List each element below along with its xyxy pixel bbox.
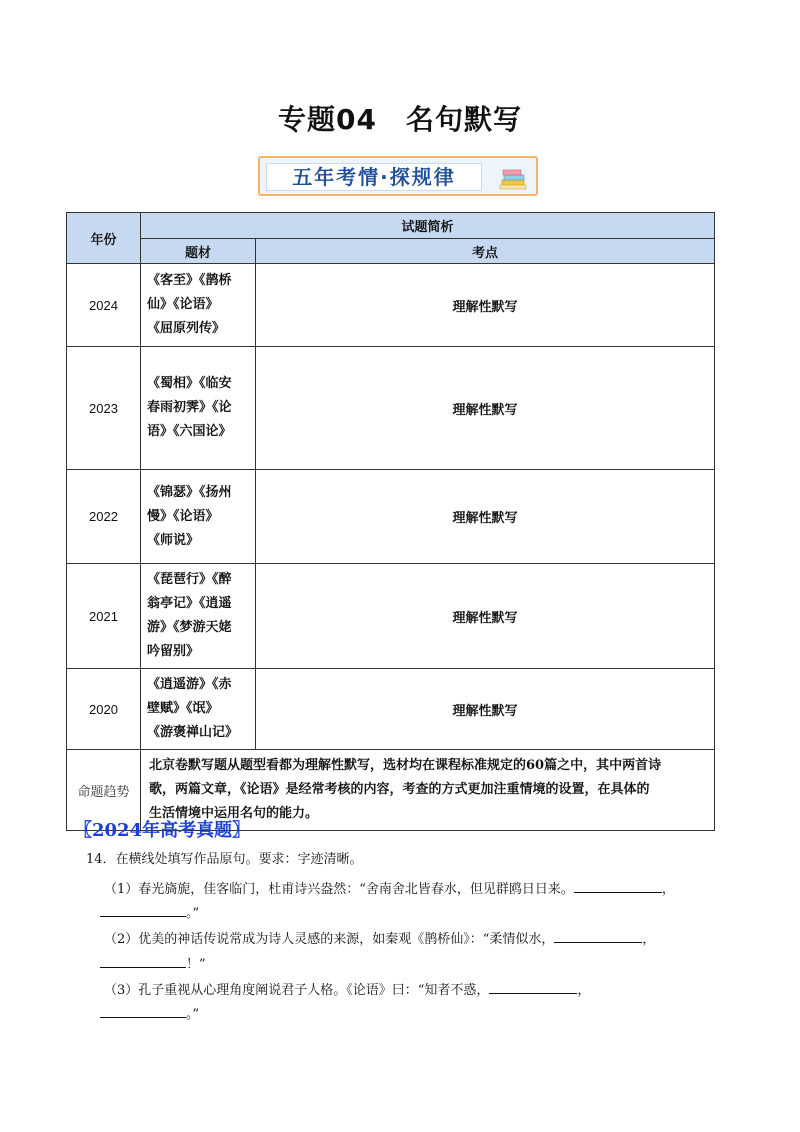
answer-blank[interactable] [100,955,186,968]
row-year: 2024 [67,264,141,347]
row-point: 理解性默写 [256,264,715,347]
books-icon [488,163,532,191]
table-row [67,669,715,750]
answer-blank[interactable] [100,904,186,917]
table-row [67,347,715,470]
header-year: 年份 [67,213,141,264]
page-title: 专题04 名句默写 [278,103,522,136]
header-topic: 题材 [141,239,256,264]
answer-blank[interactable] [489,981,577,994]
trend-text: 北京卷默写题从题型看都为理解性默写，选材均在课程标准规定的60篇之中，其中两首诗 歌，两篇文章，《论语》是经常考核的内容，考查的方式更加注重情境的设置，在具体的 生活情境中运用名句的能力。 [141,750,715,831]
question-item-cont: ！” [100,955,206,973]
row-topic: 《客至》《鹊桥 仙》《论语》 《屈原列传》 [141,264,256,347]
row-year: 2021 [67,564,141,669]
row-point: 理解性默写 [256,347,715,470]
row-point: 理解性默写 [256,669,715,750]
answer-blank[interactable] [100,1005,186,1018]
row-point: 理解性默写 [256,470,715,564]
section-heading: 〖2024年高考真题〗 [74,820,251,841]
question-item: （2）优美的神话传说常成为诗人灵感的来源，如秦观《鹊桥仙》：“柔情似水， ， [104,932,656,947]
exam-trend-table [66,212,715,831]
row-point: 理解性默写 [256,564,715,669]
row-topic: 《锦瑟》《扬州 慢》《论语》 《师说》 [141,470,256,564]
table-row [67,564,715,669]
question-item-cont: 。” [100,1005,199,1023]
table-row [67,264,715,347]
row-year: 2023 [67,347,141,470]
table-row [67,470,715,564]
question-item-cont: 。” [100,904,199,922]
section-banner [258,156,538,196]
row-year: 2020 [67,669,141,750]
row-year: 2022 [67,470,141,564]
question-stem: 14．在横线处填写作品原句。要求：字迹清晰。 [86,852,363,867]
row-topic: 《蜀相》《临安 春雨初霁》《论 语》《六国论》 [141,347,256,470]
answer-blank[interactable] [554,930,642,943]
header-analysis: 试题简析 [141,213,715,239]
question-item: （1）春光旖旎，佳客临门，杜甫诗兴盎然：“舍南舍北皆春水，但见群鸥日日来。 ， [104,882,675,897]
row-topic: 《逍遥游》《赤 壁赋》《氓》 《游褒禅山记》 [141,669,256,750]
banner-label: 五年考情·探规律 [266,163,482,191]
row-topic: 《琵琶行》《醉 翁亭记》《逍遥 游》《梦游天姥 吟留别》 [141,564,256,669]
answer-blank[interactable] [574,880,662,893]
header-point: 考点 [256,239,715,264]
trend-label: 命题趋势 [67,750,141,831]
question-item: （3）孔子重视从心理角度阐说君子人格。《论语》曰：“知者不惑， ， [104,983,591,998]
